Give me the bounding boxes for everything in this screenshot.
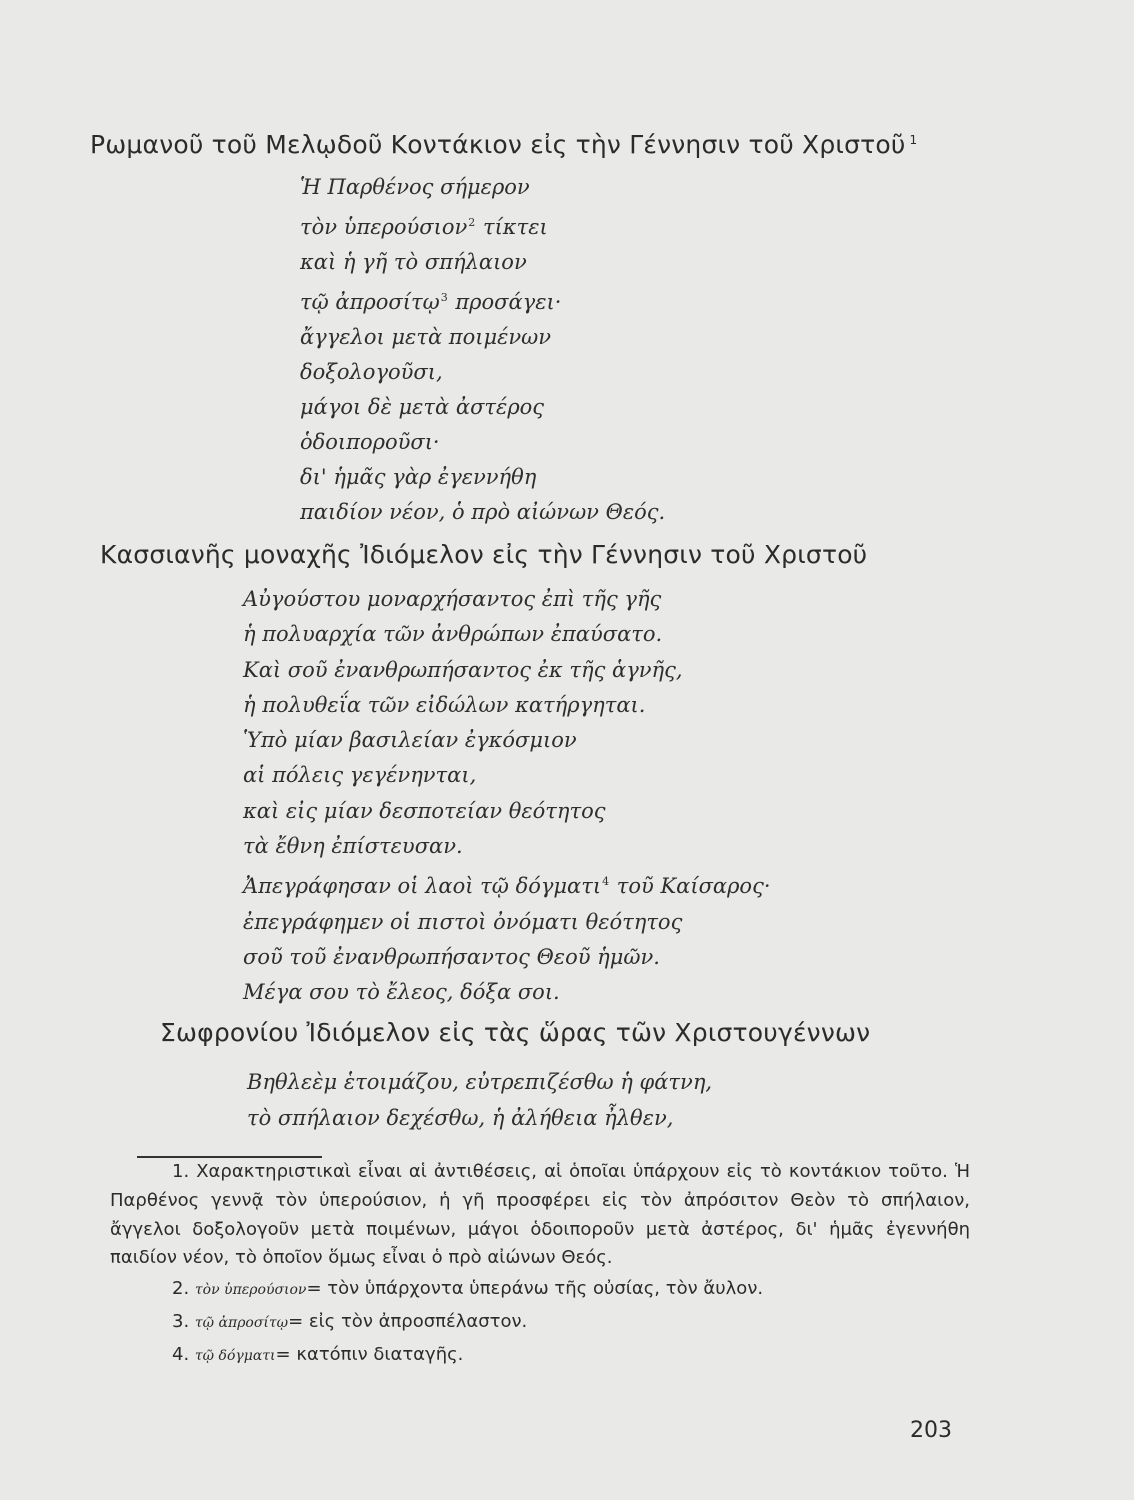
verse-line: Αὐγούστου μοναρχήσαντος ἐπὶ τῆς γῆς [243, 587, 662, 611]
footnote-3: 3. τῷ ἀπροσίτῳ= εἰς τὸν ἀπροσπέλαστον. [172, 1311, 528, 1333]
verse-line: ἡ πολυθεΐα τῶν εἰδώλων κατήργηται. [243, 692, 646, 717]
section-heading-sophronios: Σωφρονίου Ἰδιόμελον εἰς τὰς ὥρας τῶν Χριστουγέννων [160, 1018, 871, 1047]
poem-sophronios [247, 1064, 712, 1136]
verse-line: ἐπεγράφημεν οἱ πιστοὶ ὀνόματι θεότητος [243, 909, 683, 934]
poem-romanos [300, 170, 665, 530]
verse-line: Ὑπὸ μίαν βασιλείαν ἐγκόσμιον [243, 728, 577, 753]
footnote-marker: 3 [440, 291, 448, 304]
verse-line: Βηθλεὲμ ἑτοιμάζου, εὐτρεπιζέσθω ἡ φάτνη, [247, 1070, 713, 1094]
verse-line: δι' ἡμᾶς γὰρ ἐγεννήθη [300, 465, 537, 489]
verse-line: ἡ πολυαρχία τῶν ἀνθρώπων ἐπαύσατο. [243, 622, 663, 647]
footnote-1: 1. Χαρακτηριστικαὶ εἶναι αἱ ἀντιθέσεις, αἱ ὁποῖαι ὑπάρχουν εἰς τὸ κοντάκιον τοῦτο. Ἡ Παρθένος γεννᾷ τὸν ὑπερούσιον, ἡ γῆ προσφέρει εἰς τὸν ἀπρόσιτον Θεὸν τὸ σπήλαιον, ἄγγελοι δοξολογοῦν μετὰ ποιμένων, μάγοι ὁδοιποροῦν μετὰ ἀστέρος, δι' ἡμᾶς ἐγεννήθη παιδίον νέον, τὸ ὁποῖον ὅμως εἶναι ὁ πρὸ αἰώνων Θεός. [110, 1161, 970, 1269]
footnote-marker: 4 [602, 875, 610, 889]
verse-line: Μέγα σου τὸ ἔλεος, δόξα σοι. [243, 980, 560, 1005]
verse-line: τῷ ἀπροσίτῳ$^3$ προσάγει· [300, 290, 562, 314]
footnote-marker: 1 [909, 132, 918, 147]
verse-line: ἄγγελοι μετὰ ποιμένων [300, 325, 552, 349]
verse-line: καὶ εἰς μίαν δεσποτείαν θεότητος [243, 798, 606, 823]
footnote-2: 2. τὸν ὑπερούσιον= τὸν ὑπάρχοντα ὑπεράνω τῆς οὐσίας, τὸν ἄυλον. [172, 1278, 764, 1300]
footnotes [110, 1158, 970, 1372]
poem-kassiani [243, 582, 771, 1011]
page-number: 203 [910, 1418, 952, 1443]
verse-line: τὸ σπήλαιον δεχέσθω, ἡ ἀλήθεια ἦλθεν, [247, 1106, 674, 1130]
verse-line: τὸν ὑπερούσιον$^2$ τίκτει [300, 215, 548, 239]
verse-line: μάγοι δὲ μετὰ ἀστέρος [300, 395, 545, 419]
footnote-marker: 2 [468, 216, 476, 229]
verse-line: Ἀπεγράφησαν οἱ λαοὶ τῷ δόγματι$^4$ τοῦ Καίσαρος· [243, 874, 771, 899]
verse-line: καὶ ἡ γῆ τὸ σπήλαιον [300, 250, 527, 274]
verse-line: ὁδοιποροῦσι· [300, 430, 440, 454]
verse-line: σοῦ τοῦ ἐνανθρωπήσαντος Θεοῦ ἡμῶν. [243, 944, 660, 969]
verse-line: τὰ ἔθνη ἐπίστευσαν. [243, 834, 463, 859]
verse-line: αἱ πόλεις γεγένηνται, [243, 763, 477, 788]
verse-line: παιδίον νέον, ὁ πρὸ αἰώνων Θεός. [300, 500, 666, 524]
verse-line: Ἡ Παρθένος σήμερον [300, 175, 530, 199]
verse-line: δοξολογοῦσι, [300, 360, 443, 384]
section-heading-romanos: Ρωμανοῦ τοῦ Μελῳδοῦ Κοντάκιον εἰς τὴν Γέννησιν τοῦ Χριστοῦ $^1$ [90, 130, 918, 159]
verse-line: Καὶ σοῦ ἐνανθρωπήσαντος ἐκ τῆς ἁγνῆς, [243, 657, 683, 682]
footnote-4: 4. τῷ δόγματι= κατόπιν διαταγῆς. [172, 1344, 464, 1366]
section-heading-kassiani: Κασσιανῆς μοναχῆς Ἰδιόμελον εἰς τὴν Γέννησιν τοῦ Χριστοῦ [100, 540, 868, 569]
